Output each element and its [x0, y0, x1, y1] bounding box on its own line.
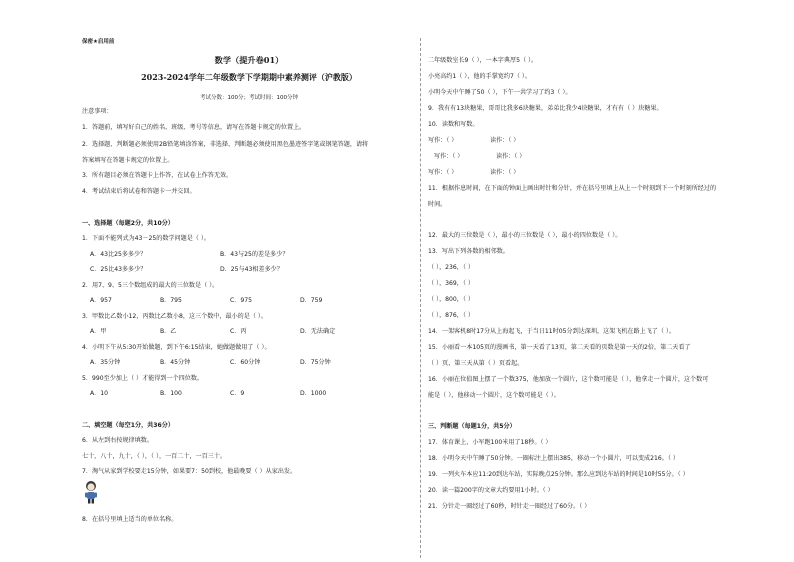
- question-5: 5．990至少加上（ ）才能得到一个四位数。: [82, 375, 204, 382]
- question-4-option-b: B．45分钟: [160, 359, 191, 366]
- neighbor-row-3: （ ），800，（ ）: [428, 296, 474, 303]
- question-8-line-2: 小亮高约1（ ），他的手掌宽约7（ ）。: [428, 73, 532, 80]
- question-10-write-2: 写作：（ ）: [434, 153, 464, 160]
- exam-meta: 考试分数：100分；考试时间：100分钟: [200, 95, 298, 101]
- confidential-label: 保密★启用前: [82, 39, 115, 45]
- question-3-option-c: C．丙: [230, 328, 247, 335]
- question-4-option-a: A．35分钟: [90, 359, 121, 366]
- question-10-read-3: 读作：（ ）: [490, 169, 520, 176]
- question-19: 19．一列火车本应11:20到达车站，实际晚点25分钟。那么应到达车站的时间是10时55分。（ ）: [428, 471, 689, 478]
- question-2-option-c: C．975: [230, 297, 252, 304]
- section-judge-title: 三、判断题（每题1分，共5分）: [428, 423, 516, 430]
- notice-1: 1．答题前，填写好自己的姓名、班级、考号等信息，请写在答题卡规定的位置上。: [82, 124, 306, 131]
- question-8: 8．在括号里填上适当的单位名称。: [82, 516, 178, 523]
- question-11-cont: 时间。: [428, 201, 447, 208]
- question-5-option-d: D．1000: [300, 390, 327, 397]
- question-1-option-b: B．43与25的差是多少？: [220, 251, 289, 258]
- section-fill-title: 二、填空题（每空1分，共36分）: [82, 422, 174, 429]
- question-2-option-d: D．759: [300, 297, 323, 304]
- question-10-write-1: 写作：（ ）: [428, 137, 458, 144]
- question-10-write-3: 写作：（ ）: [428, 169, 458, 176]
- question-2-option-a: A．957: [90, 297, 112, 304]
- question-8-line-1: 二年级数室长9（ ），一本字典厚5（ ）。: [428, 57, 538, 64]
- question-2-option-b: B．795: [160, 297, 182, 304]
- notice-2: 2．选择题、判断题必须使用2B铅笔填涂答案，非选择、判断题必须使用黑色墨迹签字笔或钢笔答题，请将: [82, 141, 369, 148]
- exam-subtitle: 2023-2024学年二年级数学下学期期中素养测评（沪教版）: [141, 72, 357, 82]
- question-3-option-d: D．无法确定: [300, 328, 336, 335]
- neighbor-row-1: （ ），236，（ ）: [428, 264, 474, 271]
- question-9: 9．我有有13块糖果，哥哥比我多6块糖果，弟弟比我少4块糖果，才有有（ ）块糖果。: [428, 105, 663, 112]
- question-12: 12．最大的三位数是（ ），最小的三位数是（ ），最小的四位数是（ ）。: [428, 232, 622, 239]
- question-6: 6．从左到右按规律填数。: [82, 437, 153, 444]
- question-3-option-b: B．乙: [160, 328, 177, 335]
- question-1: 1．下面不能列式为43－25的数学问题是（ ）。: [82, 235, 210, 242]
- question-5-option-c: C．9: [230, 390, 245, 397]
- column-divider: [420, 38, 421, 558]
- question-17: 17．体育课上，小军跑100米用了18秒。（ ）: [428, 439, 552, 446]
- question-8-line-3: 小明今天中午睡了50（ ），下午一共学习了约3（ ）。: [428, 89, 572, 96]
- question-20: 20．读一篇200字的文章大约要用1小时。（ ）: [428, 487, 554, 494]
- question-4: 4．小明下午从5:30开始做题，到下午6:15结束，她做题做用了（ ）。: [82, 344, 271, 351]
- question-11: 11．根据作息时间，在下面的钟面上画出时针和分针，并在括号里填上从上一个时刻到下一个时刻所经过的: [428, 185, 717, 192]
- question-18: 18．小明今天中午睡了50分钟。一圈标注上摆出385，移动一个小圆片，可以变成216。（ ）: [428, 455, 679, 462]
- notice-title: 注意事项：: [82, 108, 113, 115]
- question-10-read-2: 读作：（ ）: [496, 153, 526, 160]
- kid-character-icon: [82, 480, 100, 504]
- question-15: 15．小丽看一本105页的漫画书，第一天看了13页，第二天看的页数是第一天的2倍，第二天看了: [428, 344, 691, 351]
- question-1-option-c: C．25比43多多少？: [90, 266, 147, 273]
- notice-3: 3．所有题目必须在答题卡上作答，在试卷上作答无效。: [82, 172, 233, 179]
- question-4-option-d: D．75分钟: [300, 359, 331, 366]
- question-3-option-a: A．甲: [90, 328, 107, 335]
- question-4-option-c: C．60分钟: [230, 359, 261, 366]
- question-10-read-1: 读作：（ ）: [490, 137, 520, 144]
- neighbor-row-2: （ ），369，（ ）: [428, 280, 474, 287]
- question-13: 13．写出下列各数的相邻数。: [428, 248, 509, 255]
- question-10: 10．读数和写数。: [428, 121, 479, 128]
- question-15-cont: （ ）页，第三天从第（ ）页看起。: [428, 360, 524, 367]
- question-14: 14．一架客机8时17分从上海起飞，于当日11时05分到达深圳，这架飞机在路上飞了（ ）。: [428, 328, 676, 335]
- question-21: 21．分针走一圈经过了60秒，时针走一圈经过了60分。（ ）: [428, 503, 591, 510]
- question-7: 7．淘气从家到学校要走15分钟，如果要7：50到校，他最晚要（ ）从家出发。: [82, 468, 297, 475]
- question-1-option-d: D．25与43相差多少？: [220, 266, 283, 273]
- question-16-cont: 能是（ ），他移动一个圆片，这个数可能是（ ）。: [428, 392, 560, 399]
- notice-4: 4．考试结束后将试卷和答题卡一并交回。: [82, 188, 196, 195]
- section-choice-title: 一、选择题（每题2分，共10分）: [82, 220, 174, 227]
- question-16: 16．小丽在位值图上摆了一个数375，他加放一个圆片，这个数可能是（ ），他拿走一个圆片，这个数可: [428, 376, 709, 383]
- question-5-option-a: A．10: [90, 390, 109, 397]
- exam-title: 数学（提升卷01）: [214, 55, 284, 65]
- question-2: 2．用7、9、5三个数组成的最大的三位数是（ ）。: [82, 282, 219, 289]
- notice-2-cont: 答案填写在答题卡规定的位置上。: [82, 157, 174, 164]
- question-6-sequence: 七十，八十，九十，（ ），（ ），一百二十，一百三十。: [82, 453, 227, 460]
- question-3: 3．甲数比乙数小12，丙数比乙数小8，这三个数中，最小的是（ ）。: [82, 313, 268, 320]
- neighbor-row-4: （ ），876，（ ）: [428, 312, 474, 319]
- question-5-option-b: B．100: [160, 390, 182, 397]
- question-1-option-a: A．43比25多多少？: [90, 251, 147, 258]
